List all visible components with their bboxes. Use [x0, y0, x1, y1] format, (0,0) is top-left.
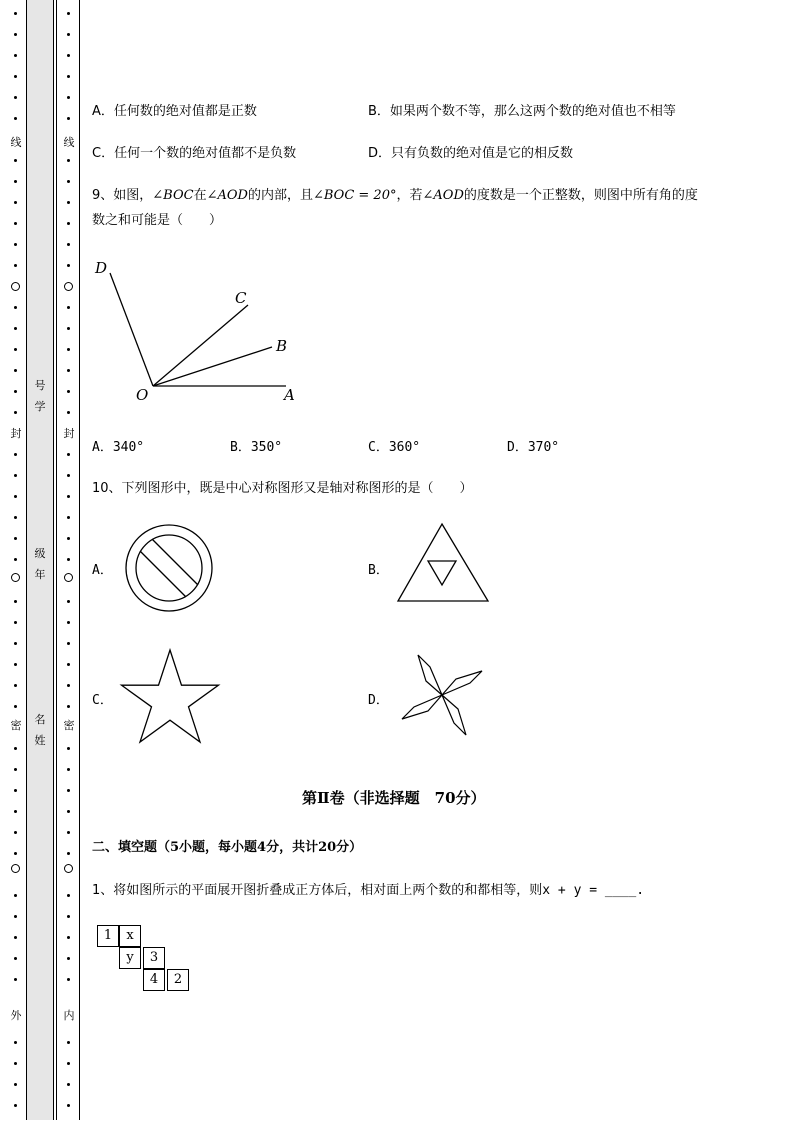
binding-dot — [67, 684, 70, 687]
binding-dot — [67, 12, 70, 15]
q8-option-a: A．任何数的绝对值都是正数 — [92, 104, 257, 119]
net-cell: 2 — [167, 969, 189, 991]
binding-dot — [14, 327, 17, 330]
binding-dot — [67, 978, 70, 981]
binding-dot — [14, 621, 17, 624]
binding-dot — [14, 831, 17, 834]
binding-dot — [14, 495, 17, 498]
q10-option-d-label: D． — [368, 693, 389, 708]
binding-dot — [67, 852, 70, 855]
binding-dot — [67, 1104, 70, 1107]
q10-option-a-label: A． — [92, 563, 113, 578]
q9-angle-diagram — [90, 255, 310, 405]
binding-dot — [14, 390, 17, 393]
q8-option-d: D．只有负数的绝对值是它的相反数 — [368, 146, 574, 161]
binding-dot — [14, 663, 17, 666]
q9-angle-aod-2: ∠AOD — [422, 188, 464, 203]
binding-dot — [14, 474, 17, 477]
binding-dot — [14, 243, 17, 246]
binding-dot — [67, 831, 70, 834]
binding-dot — [14, 852, 17, 855]
margin-char-mi-outer: 密 — [10, 719, 22, 732]
margin-char-feng-outer: 封 — [10, 427, 22, 440]
net-cell: 4 — [143, 969, 165, 991]
binding-dot — [14, 516, 17, 519]
binding-dot — [67, 894, 70, 897]
binding-dot — [67, 180, 70, 183]
margin-char-mi-inner: 密 — [63, 719, 75, 732]
binding-dot — [14, 915, 17, 918]
margin-char-feng-inner: 封 — [63, 427, 75, 440]
label-o: O — [136, 386, 149, 404]
binding-dot — [67, 222, 70, 225]
binding-dot — [67, 453, 70, 456]
margin-char-wai: 外 — [10, 1009, 22, 1022]
binding-dot — [14, 264, 17, 267]
q9-text-a: 9、如图， — [92, 188, 153, 203]
ray-od — [110, 273, 153, 386]
binding-dot — [14, 411, 17, 414]
label-a: A — [284, 386, 295, 404]
binding-dot — [67, 264, 70, 267]
binding-circle — [11, 864, 20, 873]
net-cell: 1 — [97, 925, 119, 947]
name-char-2: 姓 — [34, 734, 46, 747]
binding-dot — [14, 96, 17, 99]
q10-option-b-label: B． — [368, 563, 389, 578]
q8-option-c: C．任何一个数的绝对值都不是负数 — [92, 146, 297, 161]
ray-ob — [153, 347, 272, 386]
fill1-text — [92, 879, 644, 898]
binding-circle — [11, 282, 20, 291]
binding-dot — [14, 642, 17, 645]
binding-dot — [14, 1062, 17, 1065]
binding-dot — [67, 348, 70, 351]
binding-circle — [64, 864, 73, 873]
q9-angle-aod: ∠AOD — [206, 188, 248, 203]
q10-figure-star — [118, 648, 222, 746]
binding-dot — [14, 894, 17, 897]
binding-dot — [67, 789, 70, 792]
binding-dot — [14, 537, 17, 540]
binding-dot — [67, 96, 70, 99]
q8-option-b: B．如果两个数不等，那么这两个数的绝对值也不相等 — [368, 104, 676, 119]
q9-text-c: 的内部，且 — [247, 188, 313, 203]
binding-dot — [67, 621, 70, 624]
q9-option-d: D．370° — [507, 440, 560, 455]
binding-dot — [67, 642, 70, 645]
binding-dot — [14, 1041, 17, 1044]
binding-dot — [67, 54, 70, 57]
net-cell: x — [119, 925, 141, 947]
binding-dot — [67, 327, 70, 330]
binding-dot — [14, 978, 17, 981]
binding-dot — [14, 1083, 17, 1086]
binding-dot — [67, 117, 70, 120]
binding-circle — [64, 282, 73, 291]
binding-dot — [14, 117, 17, 120]
name-char-1: 名 — [34, 713, 46, 726]
binding-dot — [67, 306, 70, 309]
binding-dot — [14, 1104, 17, 1107]
binding-dot — [14, 705, 17, 708]
q10-figure-pinwheel — [392, 645, 494, 745]
q9-text-d: ，若 — [396, 188, 423, 203]
binding-dot — [14, 201, 17, 204]
q9-text-line1 — [92, 184, 698, 203]
binding-dot — [67, 936, 70, 939]
binding-dot — [67, 1062, 70, 1065]
binding-dot — [67, 33, 70, 36]
q10-figure-no-entry-sign — [124, 523, 216, 615]
section-fill-in-heading: 二、填空题（5小题，每小题4分，共计20分） — [92, 840, 363, 855]
binding-dot — [67, 537, 70, 540]
binding-dot — [14, 600, 17, 603]
margin-char-nei: 内 — [63, 1009, 75, 1022]
binding-dot — [14, 453, 17, 456]
binding-dot — [67, 915, 70, 918]
ray-oc — [153, 305, 248, 386]
binding-dot — [14, 75, 17, 78]
q9-text-line2: 数之和可能是（ ） — [92, 213, 223, 228]
binding-dot — [14, 348, 17, 351]
binding-dot — [14, 180, 17, 183]
binding-dot — [67, 243, 70, 246]
binding-dot — [14, 789, 17, 792]
q10-text: 10、下列图形中，既是中心对称图形又是轴对称图形的是（ ） — [92, 481, 473, 496]
fill1-text-main: 1、将如图所示的平面展开图折叠成正方体后，相对面上两个数的和都相等，则 — [92, 883, 543, 898]
binding-dot — [67, 474, 70, 477]
part2-title: 第Ⅱ卷（非选择题 70分） — [302, 789, 486, 807]
student-id-char-1: 号 — [34, 379, 46, 392]
binding-dot — [67, 1041, 70, 1044]
margin-char-xian-inner: 线 — [63, 136, 75, 149]
binding-dot — [67, 957, 70, 960]
binding-dot — [67, 201, 70, 204]
binding-dot — [67, 663, 70, 666]
binding-dot — [67, 411, 70, 414]
binding-circle — [11, 573, 20, 582]
binding-dot — [67, 768, 70, 771]
binding-dot — [14, 306, 17, 309]
binding-dot — [67, 516, 70, 519]
binding-dot — [14, 768, 17, 771]
binding-dot — [67, 747, 70, 750]
margin-char-xian-outer: 线 — [10, 136, 22, 149]
binding-dot — [14, 957, 17, 960]
student-id-char-2: 学 — [34, 400, 46, 413]
binding-dot — [14, 747, 17, 750]
binding-dot — [14, 369, 17, 372]
binding-dot — [14, 159, 17, 162]
q9-angle-boc: ∠BOC — [152, 188, 194, 203]
binding-dot — [67, 810, 70, 813]
q9-option-c: C．360° — [368, 440, 421, 455]
q9-angle-eq: ∠BOC = 20° — [312, 188, 397, 203]
binding-dot — [67, 75, 70, 78]
binding-dot — [14, 33, 17, 36]
binding-dot — [14, 12, 17, 15]
q9-text-b: 在 — [193, 188, 207, 203]
binding-dot — [67, 600, 70, 603]
binding-dot — [14, 222, 17, 225]
binding-dot — [14, 558, 17, 561]
binding-dot — [67, 495, 70, 498]
q9-option-a: A．340° — [92, 440, 145, 455]
binding-dot — [14, 810, 17, 813]
fill1-expression: x + y = ____. — [542, 883, 645, 898]
grade-char-1: 级 — [34, 547, 46, 560]
net-cell: y — [119, 947, 141, 969]
net-cell: 3 — [143, 947, 165, 969]
binding-dot — [67, 159, 70, 162]
binding-dot — [67, 369, 70, 372]
binding-dot — [67, 390, 70, 393]
q9-text-e: 的度数是一个正整数，则图中所有角的度 — [463, 188, 698, 203]
q10-figure-triangles — [396, 522, 490, 604]
binding-dot — [14, 936, 17, 939]
binding-dot — [67, 558, 70, 561]
binding-circle — [64, 573, 73, 582]
binding-dot — [14, 684, 17, 687]
binding-dot — [14, 54, 17, 57]
q10-option-c-label: C． — [92, 693, 113, 708]
binding-dot — [67, 705, 70, 708]
binding-dot — [67, 1083, 70, 1086]
label-d: D — [95, 259, 108, 277]
q9-option-b: B．350° — [230, 440, 283, 455]
grade-char-2: 年 — [34, 568, 46, 581]
label-b: B — [276, 337, 288, 355]
label-c: C — [235, 289, 247, 307]
